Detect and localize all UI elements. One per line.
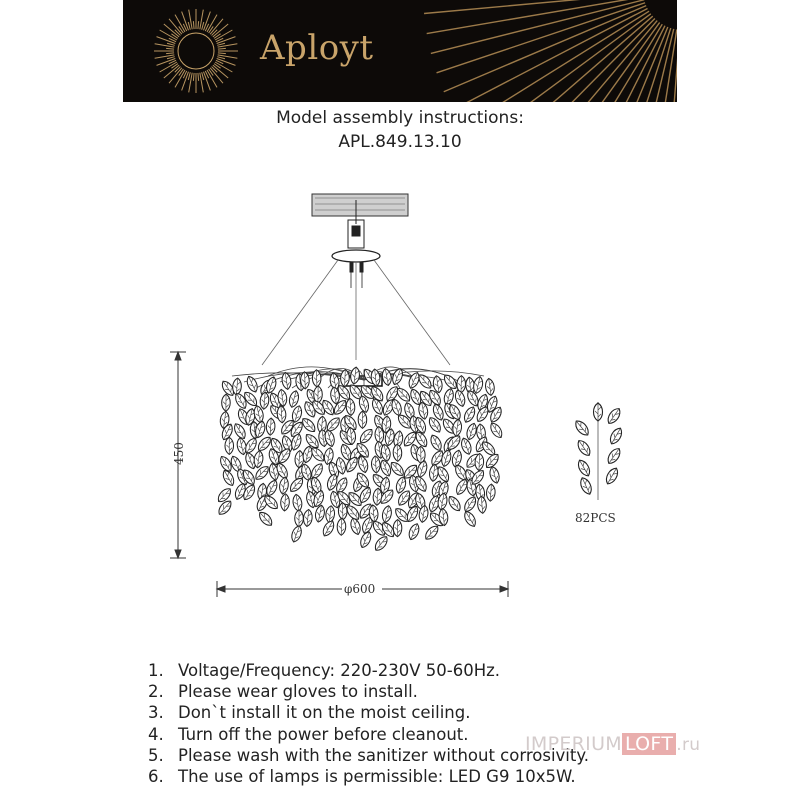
leaf-shape — [292, 494, 303, 512]
leaf-shape — [358, 530, 373, 549]
leaf-shape — [442, 388, 455, 407]
leaf-shape — [381, 505, 393, 524]
leaf-shape — [594, 403, 603, 421]
leaf-shape — [462, 495, 478, 514]
leaf-shape — [423, 524, 441, 542]
leaf-shape — [290, 524, 304, 543]
leaf-shape — [488, 421, 505, 440]
leaf-shape — [378, 459, 393, 478]
leaf-shape — [459, 437, 473, 456]
ceiling-plate — [312, 194, 408, 216]
leaf-shape — [281, 372, 292, 390]
document-title: Model assembly instructions: — [276, 108, 524, 128]
chandelier-drawing — [0, 180, 800, 610]
leaf-shape — [280, 494, 290, 512]
suspension-cables — [262, 260, 450, 365]
pendant-count-label: 82PCS — [575, 511, 616, 525]
pendant-leaves — [573, 403, 625, 496]
leaf-shape — [338, 503, 347, 520]
leaf-shape — [373, 534, 390, 553]
brand-banner — [123, 0, 677, 102]
leaf-shape — [288, 390, 301, 409]
instruction-item: 3. Don`t install it on the moist ceiling. — [148, 703, 471, 723]
leaf-shape — [312, 370, 321, 387]
leaf-shape — [358, 411, 367, 428]
watermark: IMPERIUM LOFT .ru — [525, 733, 701, 755]
leaf-shape — [605, 446, 623, 466]
instruction-item: 4. Turn off the power before cleanout. — [148, 724, 469, 744]
model-code: APL.849.13.10 — [338, 132, 462, 152]
chandelier-leaves — [215, 367, 504, 553]
leaf-shape — [576, 458, 593, 478]
leaf-shape — [453, 389, 467, 408]
leaf-shape — [350, 367, 361, 385]
leaf-shape — [452, 419, 463, 437]
leaf-shape — [278, 477, 289, 495]
leaf-shape — [407, 522, 421, 541]
leaf-shape — [488, 466, 501, 485]
leaf-shape — [416, 460, 429, 479]
leaf-shape — [349, 517, 362, 536]
leaf-shape — [578, 476, 594, 496]
leaf-shape — [221, 468, 237, 487]
leaf-shape — [484, 378, 495, 396]
leaf-shape — [393, 520, 402, 537]
leaf-shape — [604, 466, 621, 486]
leaf-shape — [346, 398, 356, 416]
leaf-shape — [393, 444, 402, 461]
leaf-shape — [575, 438, 593, 458]
height-label: 450 — [172, 442, 186, 465]
instruction-item: 5. Please wash with the sanitizer without corrosivity. — [148, 745, 590, 765]
leaf-shape — [266, 418, 276, 436]
leaf-shape — [325, 505, 335, 523]
brand-logo: Aployt — [260, 28, 374, 68]
leaf-shape — [446, 494, 463, 513]
instruction-item: 6. The use of lamps is permissible: LED G9 10x5W. — [148, 767, 576, 787]
leaf-shape — [605, 406, 623, 426]
leaf-shape — [608, 426, 625, 446]
leaf-shape — [303, 432, 321, 450]
leaf-shape — [357, 427, 375, 446]
leaf-shape — [429, 464, 440, 482]
instruction-item: 1. Voltage/Frequency: 220-230V 50-60Hz. — [148, 661, 501, 680]
leaf-shape — [340, 369, 349, 386]
leaf-shape — [428, 433, 443, 452]
leaf-shape — [303, 509, 313, 527]
leaf-shape — [314, 504, 326, 522]
leaf-shape — [257, 510, 275, 528]
leaf-shape — [309, 462, 325, 481]
leaf-shape — [462, 509, 478, 528]
leaf-shape — [486, 484, 496, 502]
sunburst-logo-icon — [123, 0, 677, 102]
leaf-shape — [259, 392, 269, 410]
leaf-shape — [573, 418, 591, 438]
instructions-list — [148, 660, 589, 787]
instruction-item: 2. Please wear gloves to install. — [148, 682, 418, 702]
leaf-shape — [321, 519, 337, 538]
leaf-shape — [295, 510, 304, 527]
leaf-shape — [225, 437, 234, 454]
leaf-shape — [371, 456, 381, 474]
leaf-shape — [462, 405, 477, 424]
diameter-label: φ600 — [344, 582, 376, 596]
leaf-shape — [337, 518, 346, 535]
leaf-shape — [245, 375, 260, 394]
leaf-shape — [222, 394, 231, 411]
